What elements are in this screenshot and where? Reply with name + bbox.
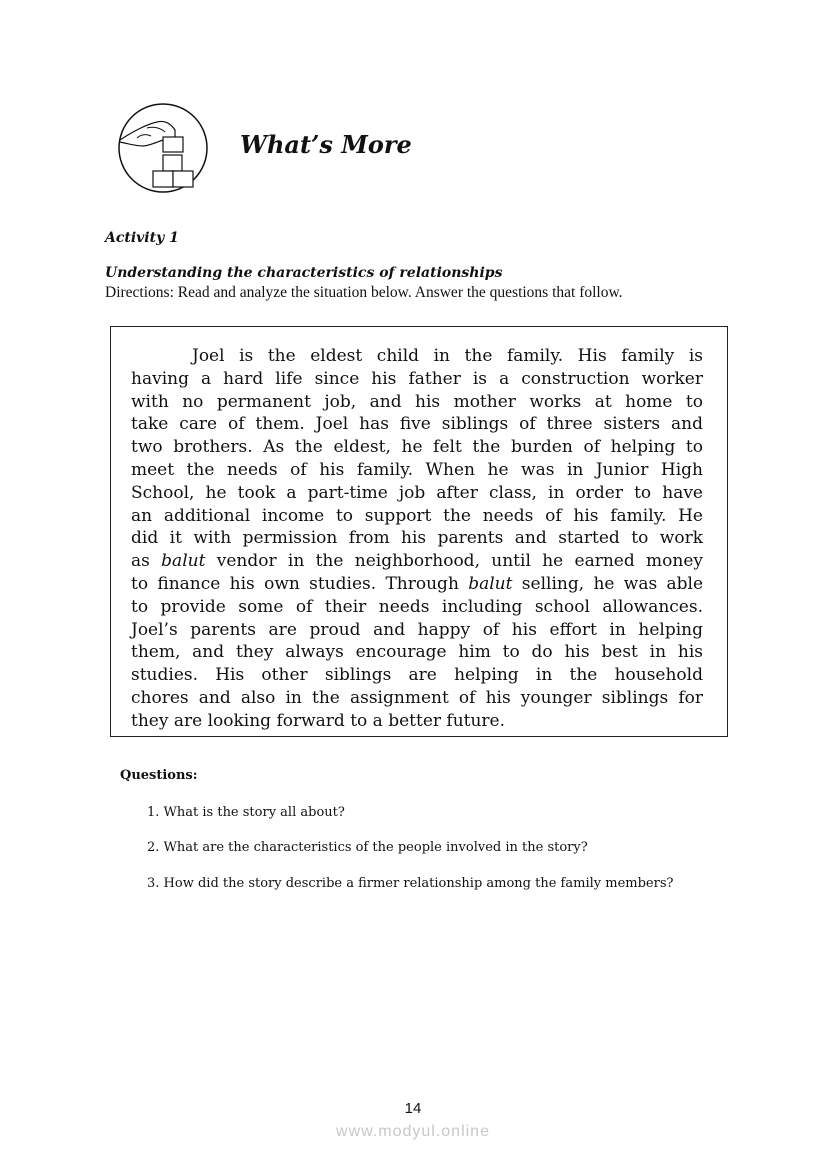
- story-text-segment: with no permanent job, and his mother works at home to: [131, 391, 703, 412]
- hand-stacking-blocks-icon: [117, 102, 209, 194]
- story-text-segment: an additional income to support the needs of his family. He: [131, 505, 703, 526]
- story-line: [131, 482, 703, 505]
- question-item: 2. What are the characteristics of the people involved in the story?: [147, 840, 588, 855]
- story-text-segment: to provide some of their needs including school allowances.: [131, 596, 703, 617]
- story-line: [131, 687, 703, 710]
- story-line: [131, 619, 703, 642]
- section-title: What’s More: [240, 130, 412, 159]
- story-text-segment: vendor in the neighborhood, until he earned money: [216, 551, 703, 572]
- story-text-segment: take care of them. Joel has five siblings of three sisters and: [131, 414, 703, 435]
- page-number: 14: [404, 1100, 422, 1117]
- question-item: 3. How did the story describe a firmer relationship among the family members?: [147, 876, 674, 891]
- activity-subtitle: Understanding the characteristics of relationships: [105, 265, 503, 281]
- story-line: [131, 368, 703, 391]
- story-text-segment: chores and also in the assignment of his younger siblings for: [131, 687, 703, 708]
- directions-text: Directions: Read and analyze the situation below. Answer the questions that follow.: [105, 284, 623, 301]
- questions-heading: Questions:: [120, 768, 198, 783]
- story-text-segment: Joel is the eldest child in the family. His family is: [192, 346, 703, 366]
- story-line: [131, 345, 703, 368]
- question-item: 1. What is the story all about?: [147, 805, 345, 820]
- story-text-segment: as: [131, 551, 150, 572]
- story-text-segment: studies. His other siblings are helping in the household: [131, 665, 703, 686]
- story-text: [131, 345, 703, 733]
- story-text-segment: meet the needs of his family. When he was in Junior High: [131, 459, 703, 480]
- story-line: [131, 596, 703, 619]
- activity-label: Activity 1: [105, 230, 179, 246]
- story-line: [131, 527, 703, 550]
- story-text-segment: Joel’s parents are proud and happy of his effort in helping: [131, 619, 703, 640]
- story-line: [131, 436, 703, 459]
- story-text-segment: selling, he was able: [521, 573, 704, 594]
- story-line: [131, 641, 703, 664]
- story-text-segment: to finance his own studies. Through: [131, 573, 459, 594]
- story-line: [131, 664, 703, 687]
- story-line: [131, 550, 703, 573]
- story-line: [131, 459, 703, 482]
- story-line: [131, 391, 703, 414]
- story-text-segment: them, and they always encourage him to do his best in his: [131, 642, 703, 663]
- story-line: [131, 710, 703, 733]
- italic-term: balut: [161, 551, 206, 572]
- story-line: [131, 505, 703, 528]
- story-box: [110, 326, 728, 737]
- story-text-segment: having a hard life since his father is a construction worker: [131, 368, 703, 389]
- story-text-segment: did it with permission from his parents and started to work: [131, 528, 703, 549]
- story-line: [131, 573, 703, 596]
- story-text-segment: they are looking forward to a better future.: [131, 710, 506, 731]
- story-text-segment: School, he took a part-time job after class, in order to have: [131, 482, 703, 503]
- italic-term: balut: [468, 573, 513, 594]
- watermark: www.modyul.online: [336, 1123, 490, 1140]
- story-line: [131, 413, 703, 436]
- story-text-segment: two brothers. As the eldest, he felt the burden of helping to: [131, 437, 703, 458]
